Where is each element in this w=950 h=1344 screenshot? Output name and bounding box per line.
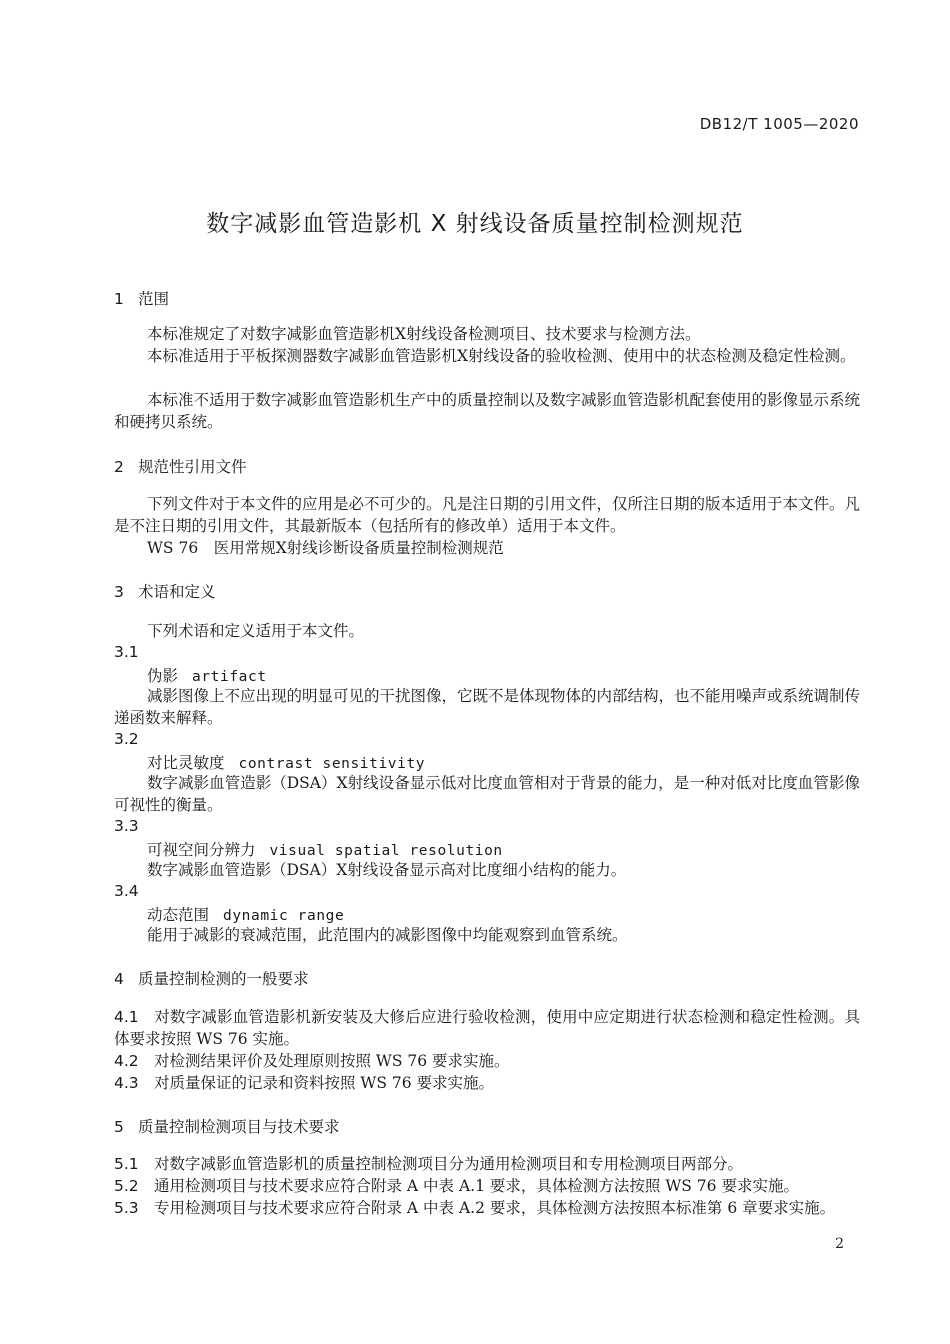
clause-number: 4.2: [114, 1052, 139, 1070]
paragraph: 本标准不适用于数字减影血管造影机生产中的质量控制以及数字减影血管造影机配套使用的影像显示系统和硬拷贝系统。: [114, 391, 861, 431]
term-definition: 数字减影血管造影（DSA）X射线设备显示低对比度血管相对于背景的能力，是一种对低对比度血管影像可视性的衡量。: [114, 774, 860, 814]
term-heading: [147, 838, 503, 860]
clause-item: [114, 1175, 860, 1197]
term-zh: 可视空间分辨力: [147, 841, 256, 859]
paragraph: 本标准适用于平板探测器数字减影血管造影机X射线设备的验收检测、使用中的状态检测及稳定性检测。: [147, 347, 856, 365]
term-en: visual spatial resolution: [269, 843, 503, 859]
section-number: 4: [114, 970, 124, 988]
clause-item: [114, 1153, 860, 1175]
section-number: 5: [114, 1118, 124, 1136]
term-zh: 伪影: [147, 667, 179, 685]
section-title: 质量控制检测的一般要求: [138, 970, 309, 988]
normative-reference: WS 76 医用常规X射线诊断设备质量控制检测规范: [147, 539, 504, 557]
term-heading: [147, 903, 344, 925]
clause-text: 对质量保证的记录和资料按照 WS 76 要求实施。: [154, 1074, 495, 1092]
term-zh: 对比灵敏度: [147, 754, 225, 772]
clause-text: 专用检测项目与技术要求应符合附录 A 中表 A.2 要求，具体检测方法按照本标准第 6 章要求实施。: [154, 1199, 836, 1217]
clause-text: 对检测结果评价及处理原则按照 WS 76 要求实施。: [154, 1052, 510, 1070]
term-definition: 减影图像上不应出现的明显可见的干扰图像，它既不是体现物体的内部结构，也不能用噪声或系统调制传递函数来解释。: [114, 687, 861, 727]
section-title: 范围: [138, 290, 170, 308]
section-number: 3: [114, 583, 124, 601]
term-number: 3.1: [114, 643, 139, 661]
term-en: dynamic range: [223, 908, 345, 924]
paragraph: 本标准规定了对数字减影血管造影机X射线设备检测项目、技术要求与检测方法。: [147, 325, 701, 343]
section-title: 规范性引用文件: [138, 458, 247, 476]
term-zh: 动态范围: [147, 906, 210, 924]
section-4-heading: [114, 967, 309, 989]
document-code: DB12/T 1005—2020: [699, 115, 859, 133]
section-5-heading: [114, 1115, 340, 1137]
section-title: 术语和定义: [138, 583, 216, 601]
term-number: 3.4: [114, 882, 139, 900]
term-definition: 数字减影血管造影（DSA）X射线设备显示高对比度细小结构的能力。: [147, 861, 627, 879]
paragraph: 下列术语和定义适用于本文件。: [147, 622, 365, 640]
section-title: 质量控制检测项目与技术要求: [138, 1118, 340, 1136]
paragraph: 下列文件对于本文件的应用是必不可少的。凡是注日期的引用文件，仅所注日期的版本适用于本文件。凡是不注日期的引用文件，其最新版本（包括所有的修改单）适用于本文件。: [114, 495, 861, 535]
term-en: artifact: [192, 669, 267, 685]
page-number: 2: [835, 1236, 844, 1252]
page-title: 数字减影血管造影机 X 射线设备质量控制检测规范: [206, 211, 744, 237]
clause-item: [114, 1072, 860, 1094]
section-3-heading: [114, 580, 216, 602]
section-number: 2: [114, 458, 124, 476]
clause-number: 4.3: [114, 1074, 139, 1092]
term-heading: [147, 751, 425, 773]
section-2-heading: [114, 455, 247, 477]
term-number: 3.3: [114, 817, 139, 835]
clause-number: 4.1: [114, 1008, 139, 1026]
section-1-heading: [114, 287, 169, 309]
clause-item: [114, 1006, 860, 1050]
term-definition: 能用于减影的衰减范围，此范围内的减影图像中均能观察到血管系统。: [147, 926, 628, 944]
term-number: 3.2: [114, 730, 139, 748]
clause-number: 5.3: [114, 1199, 139, 1217]
clause-text: 通用检测项目与技术要求应符合附录 A 中表 A.1 要求，具体检测方法按照 WS 76 要求实施。: [154, 1177, 799, 1195]
clause-number: 5.1: [114, 1155, 139, 1173]
clause-number: 5.2: [114, 1177, 139, 1195]
section-number: 1: [114, 290, 124, 308]
clause-text: 对数字减影血管造影机新安装及大修后应进行验收检测，使用中应定期进行状态检测和稳定性检测。具体要求按照 WS 76 实施。: [114, 1008, 860, 1048]
clause-text: 对数字减影血管造影机的质量控制检测项目分为通用检测项目和专用检测项目两部分。: [154, 1155, 744, 1173]
term-heading: [147, 664, 267, 686]
term-en: contrast sensitivity: [238, 756, 426, 772]
clause-item: [114, 1197, 874, 1219]
clause-item: [114, 1050, 860, 1072]
